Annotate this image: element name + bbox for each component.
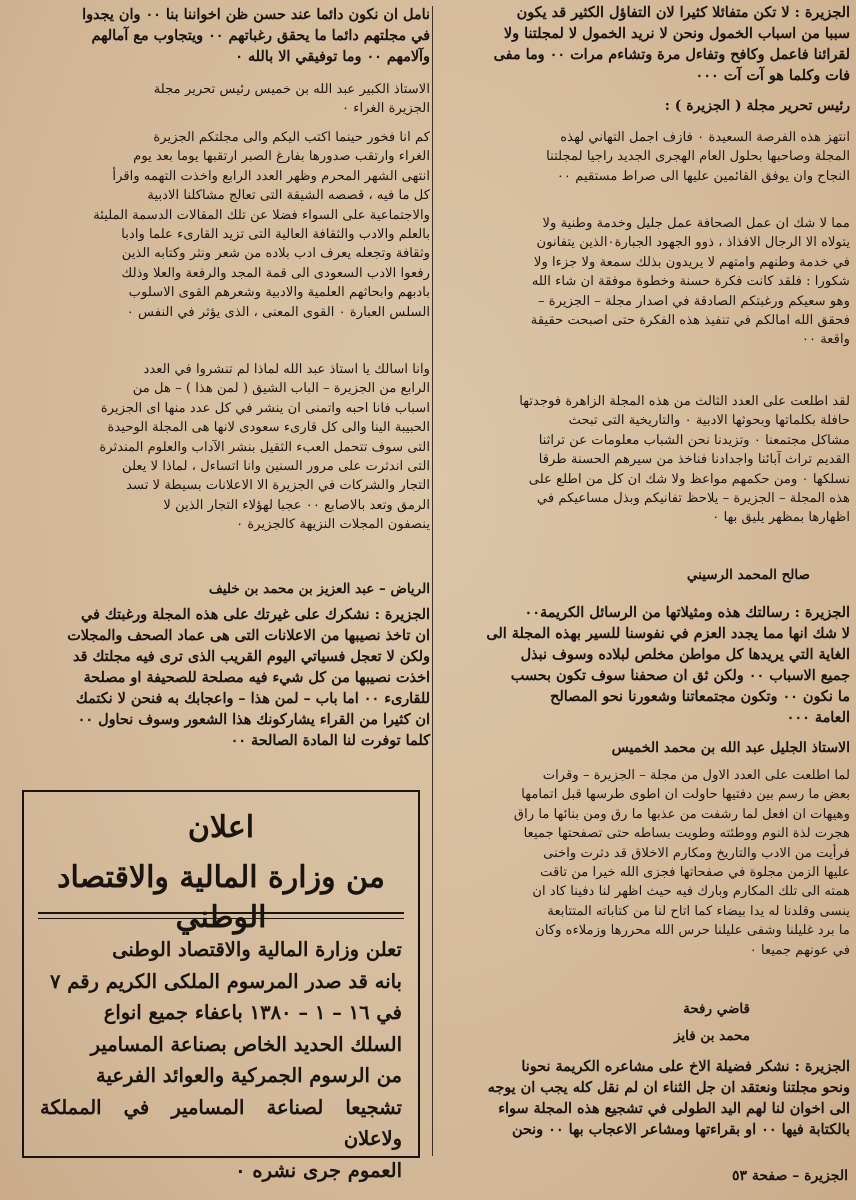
line: وهيهات ان افعل لما رشفت من عذبها ما رق ومن بنائها ما راق bbox=[513, 806, 850, 822]
line: وثقافة وتجعله يعرف ادب بلاده من شعر ونثر وكتابه الذين bbox=[121, 246, 430, 262]
page-number: الجزيرة – صفحة ٥٣ bbox=[731, 1168, 848, 1184]
signature-title: قاضي رفحة bbox=[683, 1001, 750, 1017]
line: ولكن لا تعجل فسياتي اليوم القريب الذى ترى فيه مجلتك قد bbox=[73, 648, 430, 665]
line: الرمق وتعد بالاصابع ٠٠ عجبا لهؤلاء التجار الذين لا bbox=[163, 497, 430, 513]
ad-rule-thin bbox=[38, 918, 404, 919]
line: العامة ٠٠٠ bbox=[786, 709, 850, 726]
line: بالكتابة فيها ٠٠ او بقراءتها ومشاعر الاعجاب بها ٠٠ ونحن bbox=[511, 1121, 850, 1138]
ad-title: اعلان bbox=[187, 810, 255, 845]
heading-line: الجزيرة الغراء ٠ bbox=[342, 101, 430, 117]
signature: الرياض – عبد العزيز بن محمد بن خليف bbox=[208, 581, 430, 597]
line: همته الى تلك المكارم وبارك فيه حيث اظهر لنا دفينا كاد ان bbox=[532, 884, 850, 900]
line: السلس العبارة ٠ القوى المعنى ، الذى يؤثر في النفس ٠ bbox=[126, 304, 430, 320]
line: كل ما فيه ، قصصه الشيقة التى تعالج مشاكلنا الادبية bbox=[147, 188, 430, 204]
line: اخذت نصيبها من كل شيء فيه مصلحة للصحيفة او مصلحة bbox=[83, 669, 430, 686]
ad-line: من الرسوم الجمركية والعوائد الفرعية bbox=[96, 1064, 402, 1087]
signature-name: محمد بن فايز bbox=[673, 1028, 750, 1045]
line: الرابع من الجزيرة – الباب الشيق ( لمن هذا ) – هل من bbox=[132, 381, 430, 397]
reply-continuation bbox=[8, 4, 430, 67]
line: وآلامهم ٠٠ وما توفيقي الا بالله ٠ bbox=[235, 48, 430, 65]
ad-line: العموم جرى نشره ٠ bbox=[235, 1158, 402, 1182]
letter-4 bbox=[436, 766, 850, 960]
letter-6 bbox=[8, 360, 430, 535]
line: انتهى الشهر المحرم وظهر العدد الرابع واخذت التهمه واقرأ bbox=[112, 168, 430, 184]
ad-line: في ١٦ – ١ – ١٣٨٠ باعفاء جميع انواع bbox=[103, 1001, 402, 1024]
line: النجاح وان يوفق القائمين عليها الى صراط مستقيم ٠٠ bbox=[556, 168, 850, 184]
line: اسباب فانا احبه واتمنى ان ينشر في كل عدد منها اى الجزيرة bbox=[100, 400, 430, 416]
line: بعض ما رسم بين دفتيها حاولت ان اطوى طرسها قبل اتمامها bbox=[521, 787, 850, 803]
letter-2 bbox=[436, 214, 850, 350]
line: فات وكلما هو آت آت ٠٠٠ bbox=[695, 67, 850, 84]
line: كم انا فخور حينما اكتب اليكم والى مجلتكم الجزيرة bbox=[153, 130, 430, 145]
line: بادبهم وابحاثهم العلمية والادبية وشعرهم القوى الاسلوب bbox=[128, 285, 430, 301]
editor-heading bbox=[436, 96, 850, 116]
line: للقارىء ٠٠ اما باب – لمن هذا – واعجابك به فنحن لا نكتمك bbox=[75, 690, 430, 707]
line: التجار والشركات في الجزيرة الا الاعلانات بسيطة لا تسد bbox=[126, 478, 430, 494]
line: ينصفون المجلات النزيهة كالجزيرة ٠ bbox=[236, 517, 430, 533]
line: الغراء وارتقب صدورها بفارغ الصبر ارتقبها يوما بعد يوم bbox=[133, 149, 430, 165]
line: الى اخوان لنا لهم اليد الطولى في تشجيع هذه المجلة سواء bbox=[498, 1100, 850, 1117]
line: مما لا شك ان عمل الصحافة عمل جليل وخدمة وطنية ولا bbox=[542, 216, 850, 231]
heading-line: الاستاذ الكبير عبد الله بن خميس رئيس تحرير مجلة bbox=[153, 82, 430, 97]
ad-line: تشجيعا لصناعة المسامير في المملكة ولاعلان bbox=[40, 1095, 402, 1150]
line: ونحو مجلتنا ونعتقد ان جل الثناء ان لم نقل كله يجب ان يوجه bbox=[487, 1079, 850, 1096]
line: سببا من اسباب الخمول ونحن لا نريد الخمول لا لمجلتنا ولا bbox=[503, 25, 850, 42]
letter-5 bbox=[8, 128, 430, 322]
signature-3 bbox=[8, 580, 430, 599]
line: لا شك انها مما يجدد العزم في نفوسنا للسير بهذه المجلة الى bbox=[486, 625, 850, 642]
reply-3 bbox=[436, 1056, 850, 1140]
line: ان كثيرا من القراء يشاركونك هذا الشعور وسوف نحاول ٠٠ bbox=[77, 711, 430, 728]
letter-3 bbox=[436, 392, 850, 528]
line: كلما توفرت لنا المادة الصالحة ٠٠ bbox=[230, 732, 430, 749]
line: هذه المجلة – الجزيرة – يلاحظ تفانيكم وبذل مساعيكم في bbox=[536, 491, 850, 507]
heading: الاستاذ الجليل عبد الله بن محمد الخميس bbox=[611, 740, 850, 756]
line: جميع الاسباب ٠٠ ولكن ثق ان صحفنا سوف تكون بحسب bbox=[510, 667, 850, 684]
line: فرأيت من الادب والتاريخ ومكارم الاخلاق قد دثرت واخنى bbox=[543, 845, 850, 861]
line: بالعلم والادب والثقافة العالية التى تزيد القارىء علما وادبا bbox=[121, 227, 430, 243]
column-divider bbox=[432, 6, 433, 1156]
line: القديم تراث آبائنا واجدادنا فناخذ من سيرهم الحسنة طرقا bbox=[538, 452, 850, 468]
line: يتولاه الا الرجال الافذاذ ، ذوو الجهود الجبارة٠الذين يتفانون bbox=[536, 235, 850, 251]
reply-4 bbox=[8, 604, 430, 751]
line: حافلة بكلماتها وبحوثها الادبية ٠ والتاريخية التى تبحث bbox=[568, 413, 850, 429]
line: الغاية التي يريدها كل مواطن مخلص لبلاده وسوف نبذل bbox=[520, 646, 850, 663]
line: ما برد غليلنا وشفى عليلنا حرس الله محررها وزملاءه وكان bbox=[535, 923, 850, 939]
line: وهو سعيكم ورغبتكم الصادقة في اصدار مجلة – الجزيرة – bbox=[538, 293, 850, 309]
ad-body bbox=[40, 934, 402, 1186]
line: فحقق الله امالكم في تنفيذ هذه الفكرة حتى اصبحت حقيقة bbox=[530, 313, 850, 329]
reply-2 bbox=[436, 602, 850, 728]
heading-3 bbox=[8, 80, 430, 119]
line: واقعة ٠٠ bbox=[801, 332, 850, 348]
line: الجزيرة : رسالتك هذه ومثيلاتها من الرسائل الكريمة٠٠ bbox=[524, 604, 850, 621]
ad-line: بانه قد صدر المرسوم الملكى الكريم رقم ٧ bbox=[49, 969, 402, 993]
line: نامل ان نكون دائما عند حسن ظن اخواننا بنا ٠٠ وان يجدوا bbox=[82, 6, 430, 23]
line: الحبيبة الينا والى كل قارىء سعودى لانها هى المجلة الوحيدة bbox=[107, 420, 430, 436]
line: ما نكون ٠٠ وتكون مجتمعاتنا وشعورنا نحو المصالح bbox=[550, 688, 850, 705]
ad-rule bbox=[38, 912, 404, 914]
line: الجزيرة : لا تكن متفائلا كثيرا لان التفاؤل الكثير قد يكون bbox=[516, 4, 850, 21]
ministry-advertisement bbox=[22, 790, 420, 1182]
line: التى سوف تتحمل العبء الثقيل بنشر الآداب والعلوم المندثرة bbox=[99, 439, 430, 455]
ad-line: تعلن وزارة المالية والاقتصاد الوطنى bbox=[112, 938, 402, 961]
line: لقرائنا فاعمل وكافح وتفاءل مرة وتشاءم مرات ٠٠ وما مفى bbox=[493, 46, 850, 63]
line: مشاكل مجتمعنا ٠ وتزيدنا نحن الشباب معلومات عن تراثنا bbox=[538, 432, 850, 448]
line: والاجتماعية على السواء فضلا عن تلك المقالات الدسمة المليئة bbox=[93, 207, 430, 223]
reply-1 bbox=[436, 2, 850, 86]
line: لما اطلعت على العدد الاول من مجلة – الجزيرة – وقرات bbox=[542, 768, 850, 783]
right-column bbox=[436, 0, 850, 1200]
signature-1 bbox=[436, 566, 850, 585]
line: نسلكها ٠ ومن حكمهم مواعظ ولا شك ان كل من اطلع على bbox=[528, 471, 850, 487]
line: اظهارها بمظهر يليق بها ٠ bbox=[712, 510, 850, 526]
line: في عونهم جميعا ٠ bbox=[749, 942, 850, 958]
line: رفعوا الادب السعودى الى قمة المجد والرفعة والعلا وذلك bbox=[121, 265, 430, 281]
line: في مجلتهم دائما ما يحقق رغباتهم ٠٠ ويتجاوب مع آمالهم bbox=[91, 27, 430, 44]
heading-2 bbox=[436, 738, 850, 758]
ad-line: السلك الحديد الخاص بصناعة المسامير bbox=[90, 1032, 402, 1056]
letter-1 bbox=[436, 128, 850, 186]
signature: صالح المحمد الرسيني bbox=[686, 567, 810, 583]
signature-2 bbox=[436, 1000, 850, 1047]
line: التى اندثرت على مرور السنين وانا اتساءل ، لماذا لا يعلن bbox=[122, 459, 430, 475]
line: لقد اطلعت على العدد الثالث من هذه المجلة الزاهرة فوجدتها bbox=[519, 394, 850, 409]
line: في خدمة وطنهم وامتهم لا يريدون بذلك سمعة ولا جزءا ولا bbox=[533, 254, 850, 270]
line: ان تاخذ نصيبها من الاعلانات التى هى عماد الصحف والمجلات bbox=[67, 627, 430, 644]
ad-subtitle: من وزارة المالية والاقتصاد bbox=[57, 860, 385, 895]
line: هجرت لذة النوم ووطئته وطويت بساطه حتى تصفحتها جميعا bbox=[523, 826, 850, 842]
line: وانا اسالك يا استاذ عبد الله لماذا لم تنشروا في العدد bbox=[143, 362, 430, 377]
line: عليها الزمن مجلوة في صفحاتها فجزى الله خيرا من تاقت bbox=[540, 865, 850, 881]
page-footer bbox=[440, 1168, 848, 1184]
line: الجزيرة : نشكر فضيلة الاخ على مشاعره الكريمة نحونا bbox=[521, 1058, 850, 1075]
heading: رئيس تحرير مجلة ( الجزيرة ) : bbox=[664, 98, 850, 114]
line: ينسى وقلدنا له يدا بيضاء كما اتاح لنا من كتاباته المتتابعة bbox=[547, 903, 850, 919]
line: المجلة وصاحبها بحلول العام الهجرى الجديد راجيا لمجلتنا bbox=[546, 149, 850, 165]
line: الجزيرة : نشكرك على غيرتك على هذه المجلة ورغبتك في bbox=[81, 606, 430, 623]
line: انتهز هذه الفرصة السعيدة ٠ فازف اجمل التهاني لهذه bbox=[560, 130, 850, 145]
line: شكورا : فلقد كانت فكرة حسنة وخطوة موفقة ان شاء الله bbox=[531, 274, 850, 290]
